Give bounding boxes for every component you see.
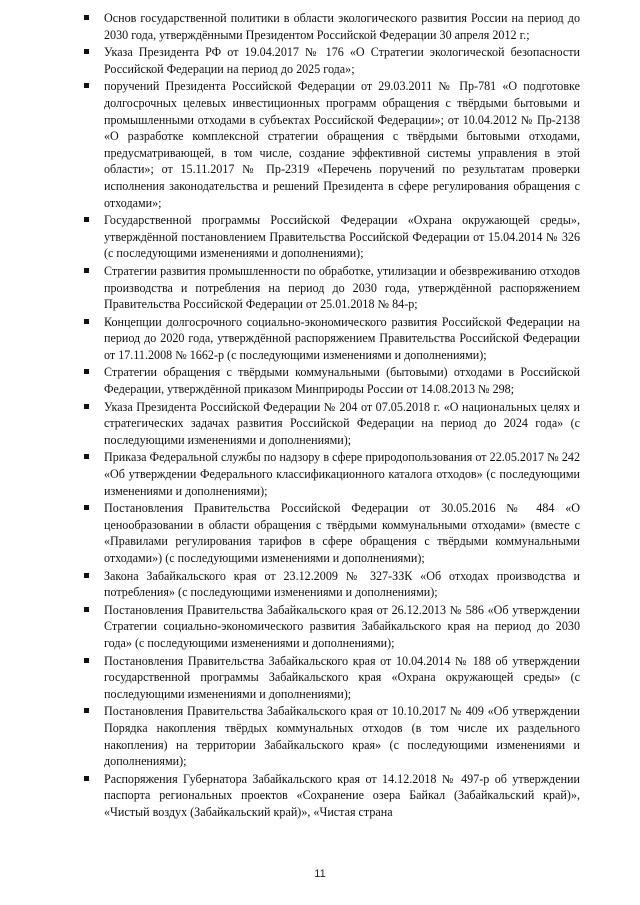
bullet-icon: [84, 708, 89, 713]
bullet-icon: [84, 607, 89, 612]
list-item: [84, 263, 580, 313]
bullet-icon: [84, 658, 89, 663]
list-item-text: Государственной программы Российской Федерации «Охрана окружающей среды», утверждённой постановлением Правительства Российской Федерации от 15.04.2014 № 326 (с последующими изменениями и дополнениями);: [104, 213, 580, 261]
bullet-icon: [84, 776, 89, 781]
list-item: [84, 44, 580, 77]
list-item-text: поручений Президента Российской Федерации от 29.03.2011 № Пр-781 «О подготовке долгосрочных целевых инвестиционных программ обращения с твёрдыми бытовыми и промышленными отходами в субъектах Российской Федерации»; от 10.04.2012 № Пр-2138 «О разработке комплексной стратегии обращения с твёрдыми бытовыми отходами, предусматривающей, в том числе, создание эффективной системы управления в этой области»; от 15.11.2017 № Пр-2319 «Перечень поручений по результатам проверки исполнения законодательства и решений Президента в сфере регулирования обращения с отходами»;: [104, 79, 580, 210]
list-item-text: Закона Забайкальского края от 23.12.2009 № 327-ЗЗК «Об отходах производства и потребления» (с последующими изменениями и дополнениями);: [104, 568, 580, 600]
bullet-icon: [84, 573, 89, 578]
page-number: 11: [314, 868, 326, 880]
bullet-icon: [84, 369, 89, 374]
bullet-icon: [84, 319, 89, 324]
list-item-text: Постановления Правительства Российской Федерации от 30.05.2016 № 484 «О ценообразовании в области обращения с твёрдыми коммунальными отходами» (вместе с «Правилами регулирования тарифов в сфере обращения с твёрдыми коммунальными отходами») (с последующими изменениями и дополнениями);: [104, 501, 580, 565]
list-item-text: Распоряжения Губернатора Забайкальского края от 14.12.2018 № 497-р об утверждении паспорта региональных проектов «Сохранение озера Байкал (Забайкальский край)», «Чистый воздух (Забайкальский край)», «Чистая страна: [104, 771, 580, 819]
list-item: [84, 568, 580, 601]
list-item: [84, 653, 580, 703]
list-item: [84, 500, 580, 566]
bullet-icon: [84, 505, 89, 510]
list-item: [84, 602, 580, 652]
legal-basis-list: [84, 10, 580, 822]
list-item: [84, 449, 580, 499]
list-item-text: Постановления Правительства Забайкальского края от 10.10.2017 № 409 «Об утверждении Порядка накопления твёрдых коммунальных отходов (в том числе их раздельного накопления) на территории Забайкальского края» (с последующими изменениями и дополнениями);: [104, 704, 580, 769]
list-item-text: Стратегии развития промышленности по обработке, утилизации и обезвреживанию отходов производства и потребления на период до 2030 года, утверждённой распоряжением Правительства Российской Федерации от 25.01.2018 № 84-р;: [104, 263, 580, 312]
list-item-text: Приказа Федеральной службы по надзору в сфере природопользования от 22.05.2017 № 242 «Об утверждении Федерального классификационного каталога отходов» (с последующими изменениями и дополнениями);: [104, 450, 580, 498]
list-item: [84, 314, 580, 364]
list-item: [84, 364, 580, 397]
list-item-text: Постановления Правительства Забайкальского края от 26.12.2013 № 586 «Об утверждении Стратегии социально-экономического развития Забайкальского края на период до 2030 года» (с последующими изменениями и дополнениями);: [104, 602, 580, 650]
list-item-text: Указа Президента РФ от 19.04.2017 № 176 «О Стратегии экологической безопасности Российской Федерации на период до 2025 года»;: [104, 45, 580, 76]
list-item: [84, 10, 580, 43]
bullet-icon: [84, 268, 89, 273]
bullet-icon: [84, 15, 89, 20]
list-item-text: Основ государственной политики в области экологического развития России на период до 2030 года, утверждёнными Президентом Российской Федерации 30 апреля 2012 г.;: [104, 11, 580, 42]
list-item: [84, 771, 580, 821]
bullet-icon: [84, 454, 89, 459]
bullet-icon: [84, 83, 89, 88]
list-item: [84, 703, 580, 769]
bullet-icon: [84, 49, 89, 54]
list-item: [84, 212, 580, 262]
list-item-text: Указа Президента Российской Федерации № 204 от 07.05.2018 г. «О национальных целях и стратегических задачах развития Российской Федерации на период до 2024 года» (с последующими изменениями и дополнениями);: [104, 399, 580, 447]
list-item-text: Концепции долгосрочного социально-экономического развития Российской Федерации на период до 2020 года, утверждённой распоряжением Правительства Российской Федерации от 17.11.2008 № 1662-р (с последующими изменениями и дополнениями);: [104, 314, 580, 362]
bullet-icon: [84, 217, 89, 222]
bullet-icon: [84, 404, 89, 409]
list-item: [84, 399, 580, 449]
list-item-text: Стратегии обращения с твёрдыми коммунальными (бытовыми) отходами в Российской Федерации, утверждённой приказом Минприроды России от 14.08.2013 № 298;: [104, 365, 580, 397]
list-item: [84, 78, 580, 211]
list-item-text: Постановления Правительства Забайкальского края от 10.04.2014 № 188 об утверждении государственной программы Забайкальского края «Охрана окружающей среды» (с последующими изменениями и дополнениями);: [104, 653, 580, 701]
